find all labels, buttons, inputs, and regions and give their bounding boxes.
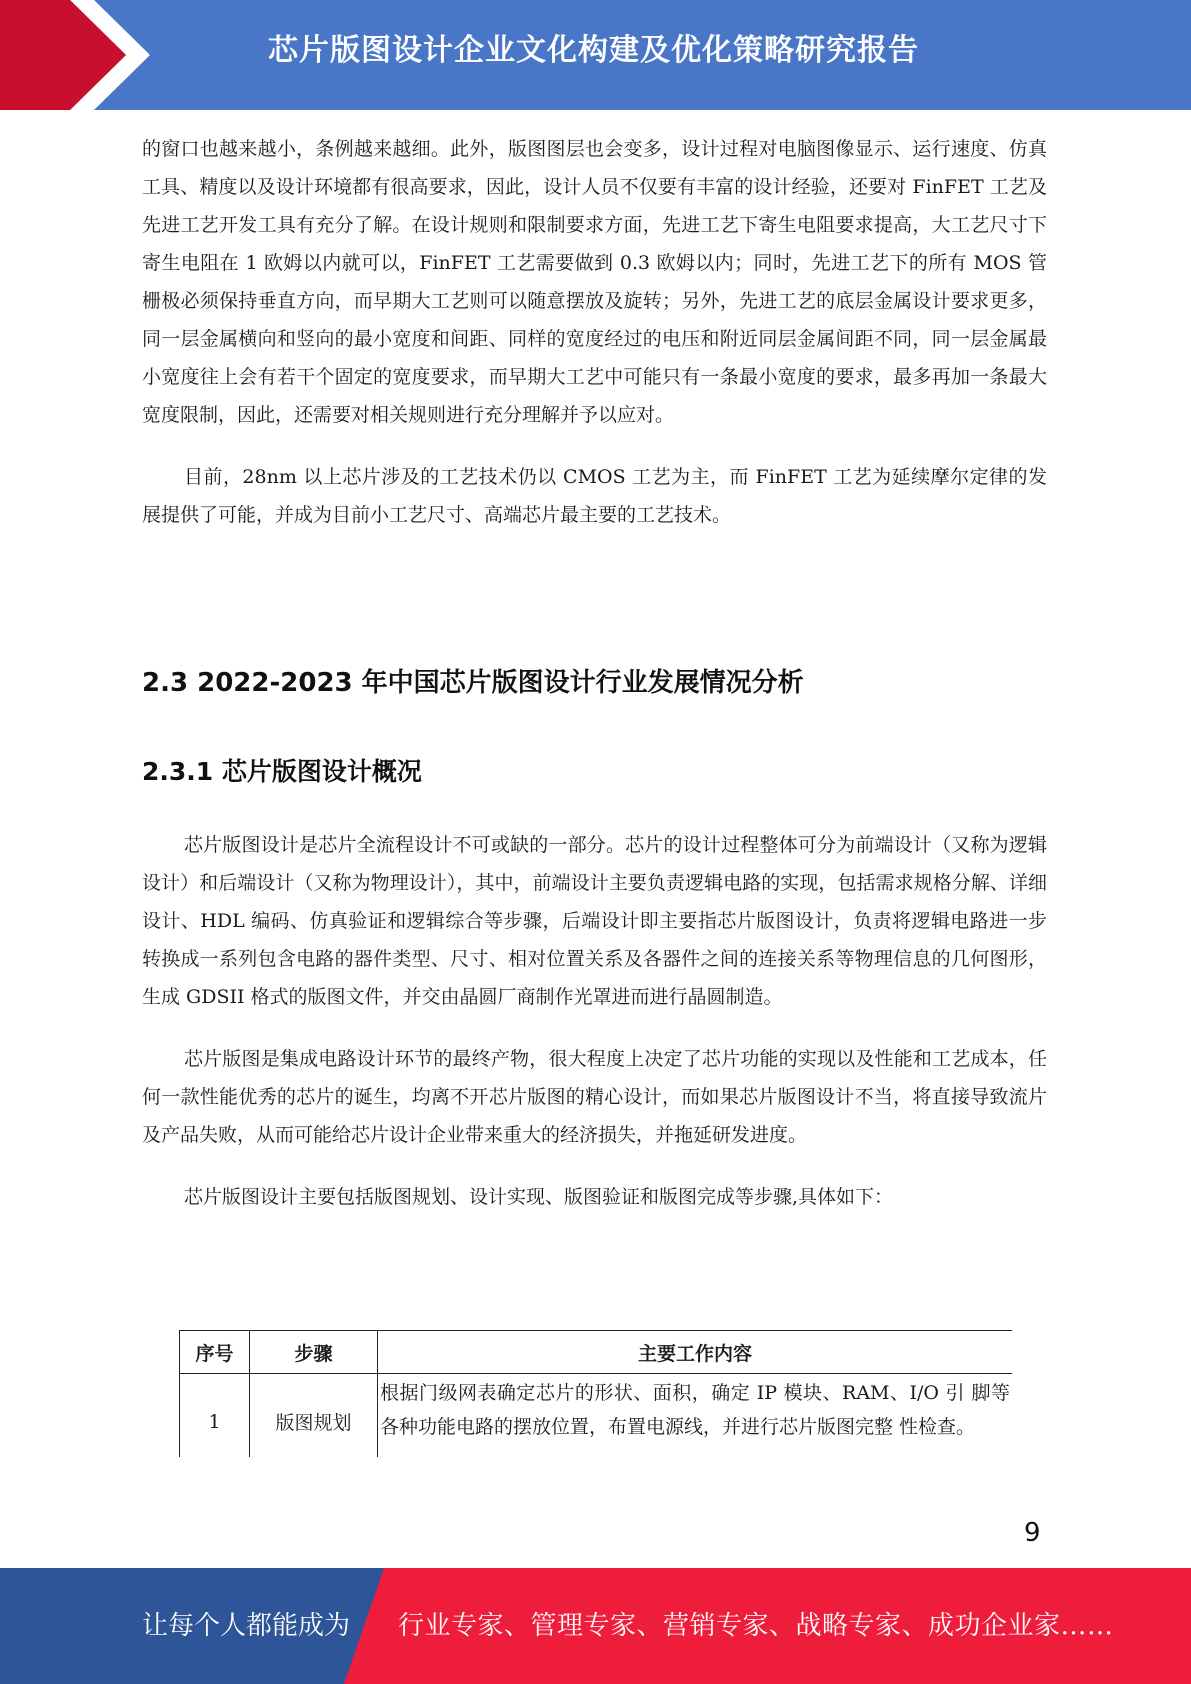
page-header (0, 0, 1191, 110)
page-footer (0, 1568, 1191, 1684)
paragraph-2: 目前，28nm 以上芯片涉及的工艺技术仍以 CMOS 工艺为主，而 FinFET 工艺为延续摩尔定律的发展提供了可能，并成为目前小工艺尺寸、高端芯片最主要的工艺技术。 (142, 466, 1047, 526)
table-cell-no: 1 (180, 1374, 250, 1458)
paragraph-5: 芯片版图设计主要包括版图规划、设计实现、版图验证和版图完成等步骤,具体如下： (184, 1186, 894, 1208)
table-cell-step: 版图规划 (250, 1374, 378, 1458)
steps-table (179, 1330, 1012, 1457)
section-heading-2-3-1: 2.3.1 芯片版图设计概况 (142, 757, 422, 786)
content-top (142, 130, 1047, 534)
table-header-step: 步骤 (250, 1331, 378, 1374)
table-header-row (180, 1331, 1013, 1374)
table-cell-content: 根据门级网表确定芯片的形状、面积，确定 IP 模块、RAM、I/O 引 脚等各种功能电路的摆放位置，布置电源线，并进行芯片版图完整 性检查。 (378, 1374, 1013, 1458)
steps-table-wrapper (179, 1330, 1012, 1457)
footer-slogan-left: 让每个人都能成为 (142, 1611, 351, 1641)
table-row (180, 1374, 1013, 1458)
header-title: 芯片版图设计企业文化构建及优化策略研究报告 (268, 33, 919, 68)
paragraph-3: 芯片版图设计是芯片全流程设计不可或缺的一部分。芯片的设计过程整体可分为前端设计（又称为逻辑设计）和后端设计（又称为物理设计），其中，前端设计主要负责逻辑电路的实现，包括需求规格分解、详细设计、HDL 编码、仿真验证和逻辑综合等步骤，后端设计即主要指芯片版图设计，负责将逻辑电路进一步转换成一系列包含电路的器件类型、尺寸、相对位置关系及各器件之间的连接关系等物理信息的几何图形，生成 GDSII 格式的版图文件，并交由晶圆厂商制作光罩进而进行晶圆制造。 (142, 834, 1047, 1008)
paragraph-1: 的窗口也越来越小，条例越来越细。此外，版图图层也会变多，设计过程对电脑图像显示、运行速度、仿真工具、精度以及设计环境都有很高要求，因此，设计人员不仅要有丰富的设计经验，还要对 FinFET 工艺及先进工艺开发工具有充分了解。在设计规则和限制要求方面，先进工艺下寄生电阻要求提高，大工艺尺寸下寄生电阻在 1 欧姆以内就可以，FinFET 工艺需要做到 0.3 欧姆以内；同时，先进工艺下的所有 MOS 管栅极必须保持垂直方向，而早期大工艺则可以随意摆放及旋转；另外，先进工艺的底层金属设计要求更多，同一层金属横向和竖向的最小宽度和间距、同样的宽度经过的电压和附近同层金属间距不同，同一层金属最小宽度往上会有若干个固定的宽度要求，而早期大工艺中可能只有一条最小宽度的要求，最多再加一条最大宽度限制，因此，还需要对相关规则进行充分理解并予以应对。 (142, 138, 1047, 426)
footer-slogan-right: 行业专家、管理专家、营销专家、战略专家、成功企业家…… (398, 1611, 1114, 1641)
table-header-no: 序号 (180, 1331, 250, 1374)
content-bottom (142, 826, 1047, 1216)
section-heading-2-3: 2.3 2022-2023 年中国芯片版图设计行业发展情况分析 (142, 668, 804, 698)
page-number: 9 (1024, 1518, 1041, 1548)
table-header-content: 主要工作内容 (378, 1331, 1013, 1374)
paragraph-4: 芯片版图是集成电路设计环节的最终产物，很大程度上决定了芯片功能的实现以及性能和工艺成本，任何一款性能优秀的芯片的诞生，均离不开芯片版图的精心设计，而如果芯片版图设计不当，将直接导致流片及产品失败，从而可能给芯片设计企业带来重大的经济损失，并拖延研发进度。 (142, 1048, 1047, 1146)
